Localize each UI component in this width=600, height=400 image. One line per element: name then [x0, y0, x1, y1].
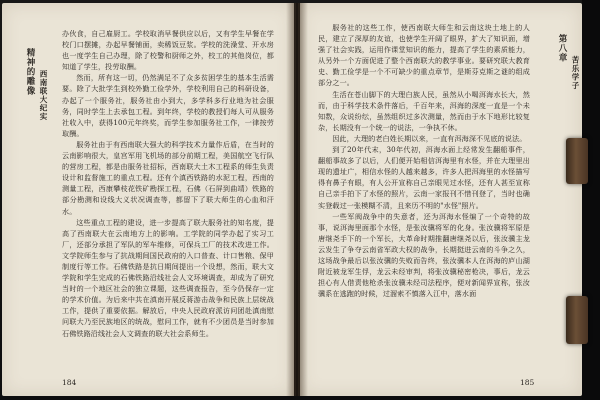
left-page-body — [62, 28, 274, 339]
right-running-title: 第八章 — [557, 34, 567, 63]
right-page-number: 185 — [520, 378, 535, 387]
right-running-subtitle: 苦乐学子 — [571, 56, 580, 90]
paragraph: 一些军阀战争中的失意者，还为洱海水怪编了一个奇特的故事，说洱海里面那个水怪，是张汝骥将军的化身。张汝骥将军原是唐继尧手下的一个军长，大革命时期推翻唐继尧以后，张汝骥主龙云发生了争夺云南省军政大权的战争，长期挺进云南的斗争之久，这场战争最后以张汝骥的失败而告终，张汝骥本人在洱海的庐山湖附近被龙军生俘，龙云未经审判，将张汝骥秘密枪决，事后，龙云担心有人借责他枪杀张汝骥未经司法程序，便对新闻界宣称，张汝骥系在逃跑的时候，过溜索不慎落入江中，落水面 — [318, 211, 530, 299]
right-page-body — [318, 22, 530, 299]
left-page-number: 184 — [62, 378, 77, 387]
paragraph: 这些重点工程的建设，进一步提高了联大服务社的知名度，提高了西南联大在云南地方上的影响。工学院的同学办起了实习工厂，还部分承担了军队的军车维修，可保兵工厂的技术改进工作。文学院师生参与了抗战期间国民政府的入口普查、计口售粮、保甲制度行等工作。石佛铁路是抗日期间提出一个设想，然而，联大文学院和学生完成的石佛铁路沿线社会人文环境调查，却成为了研究当时的一个地区社会的独立课题，这些调查报告，至今仍保存一定的学术价值。为后来中共在滇南开展反蒋游击战争和民族上层统战工作，提供了重要依据。解放后，中央人民政府派访问团赴滇南慰问联大乃至民族地区的统战，慰问工作，就有不少团员是当时参加石佛铁路沿线社会人文调查的联大社会系师生。 — [62, 217, 274, 338]
paragraph: 然而，所有这一切，仍然满足不了众多贫困学生的基本生活需要。除了大批学生到校外勤工俭学外，学校利用自己的科研设备，办起了一个服务社，服务社由小到大，多学科多行业地为社会服务，同时学生上去承包工程。到年终，学校的教授们每人可从服务社收入中，获得100元年终奖，而学生参加服务社工作，一律按劳取酬。 — [62, 73, 274, 138]
paragraph: 生活在苍山脚下的大理白族人民，虽然从小喝洱海水长大，然而，由于科学技术条件落后，千百年来，洱海的深度一直是一个未知数，众说纷纭，虽然组织过多次测量，然而由于水下地形比较复杂，长期没有一个统一的说法，一争执不休。 — [318, 89, 530, 132]
paragraph: 到了20年代末，30年代初，洱海水面上经常发生翻船事件，翻船事故多了以后，人们便开始相信洱海里有水怪，并在大理里出现的遗址广，相信水怪的人越来越多，许多人把洱海里的水怪描写得有鼻子有眼，有人公开宣称自己亲眼见过水怪，还有人甚至宣称自己亲手拍下了水怪的照片，云南一家报刊不惜刊登了，当时也确实登载过一张模糊不清，且来历不明的"水怪"照片。 — [318, 145, 530, 210]
paragraph: 服务社由于有西南联大强大的科学技术力量作后盾，在当时的云南影响很大，皇宫军用飞机场的部分前期工程，美国航空飞行队的营房工程，都是由服务社招标，西南联大土木工程系的师生负责设计和监督施工的重点工程。还有个滇西铁路的水泥工程，西南的测量工程，西康攀枝花铁矿勘探工程，石佛（石屏到曲靖）铁路的部分勘测和设线大义状况调查等，都留下了联大师生的心血和汗水。 — [62, 139, 274, 216]
page-clip-top — [566, 138, 588, 184]
page-clip-bottom — [566, 296, 588, 344]
paragraph: 服务社的这些工作，使西南联大师生和云南这块土地上的人民，建立了深厚的友谊，也使学生开阔了眼界，扩大了知识面，增强了社会实践，运用作课堂知识的能力，提高了学生的素质能力，从另外一个方面促进了整个西南联大的教学事业。要研究联大教育史、勤工俭学是一个不可缺少的重点章节，是斯芬克斯之谜的组成部分之一。 — [318, 23, 530, 88]
paragraph: 办伙食，自己雇厨工。学校取消早餐供应以后，又有学生早餐在学校门口摆摊，办起早餐铺面，卖稀饭豆浆。学校的洗澡堂、开水房也一度学生自己办理，除了校警和厨师之外，校工的其他岗位，都知道了学生，投劳取酬。 — [62, 29, 274, 72]
book-gutter — [286, 3, 308, 396]
paragraph: 因此，大理的老白姓长期以来，一直有洱海深不见底的说法。 — [332, 133, 527, 143]
left-running-title: 精神的雕像 — [25, 48, 35, 96]
left-running-subtitle: 西南联大纪实 — [39, 70, 48, 121]
